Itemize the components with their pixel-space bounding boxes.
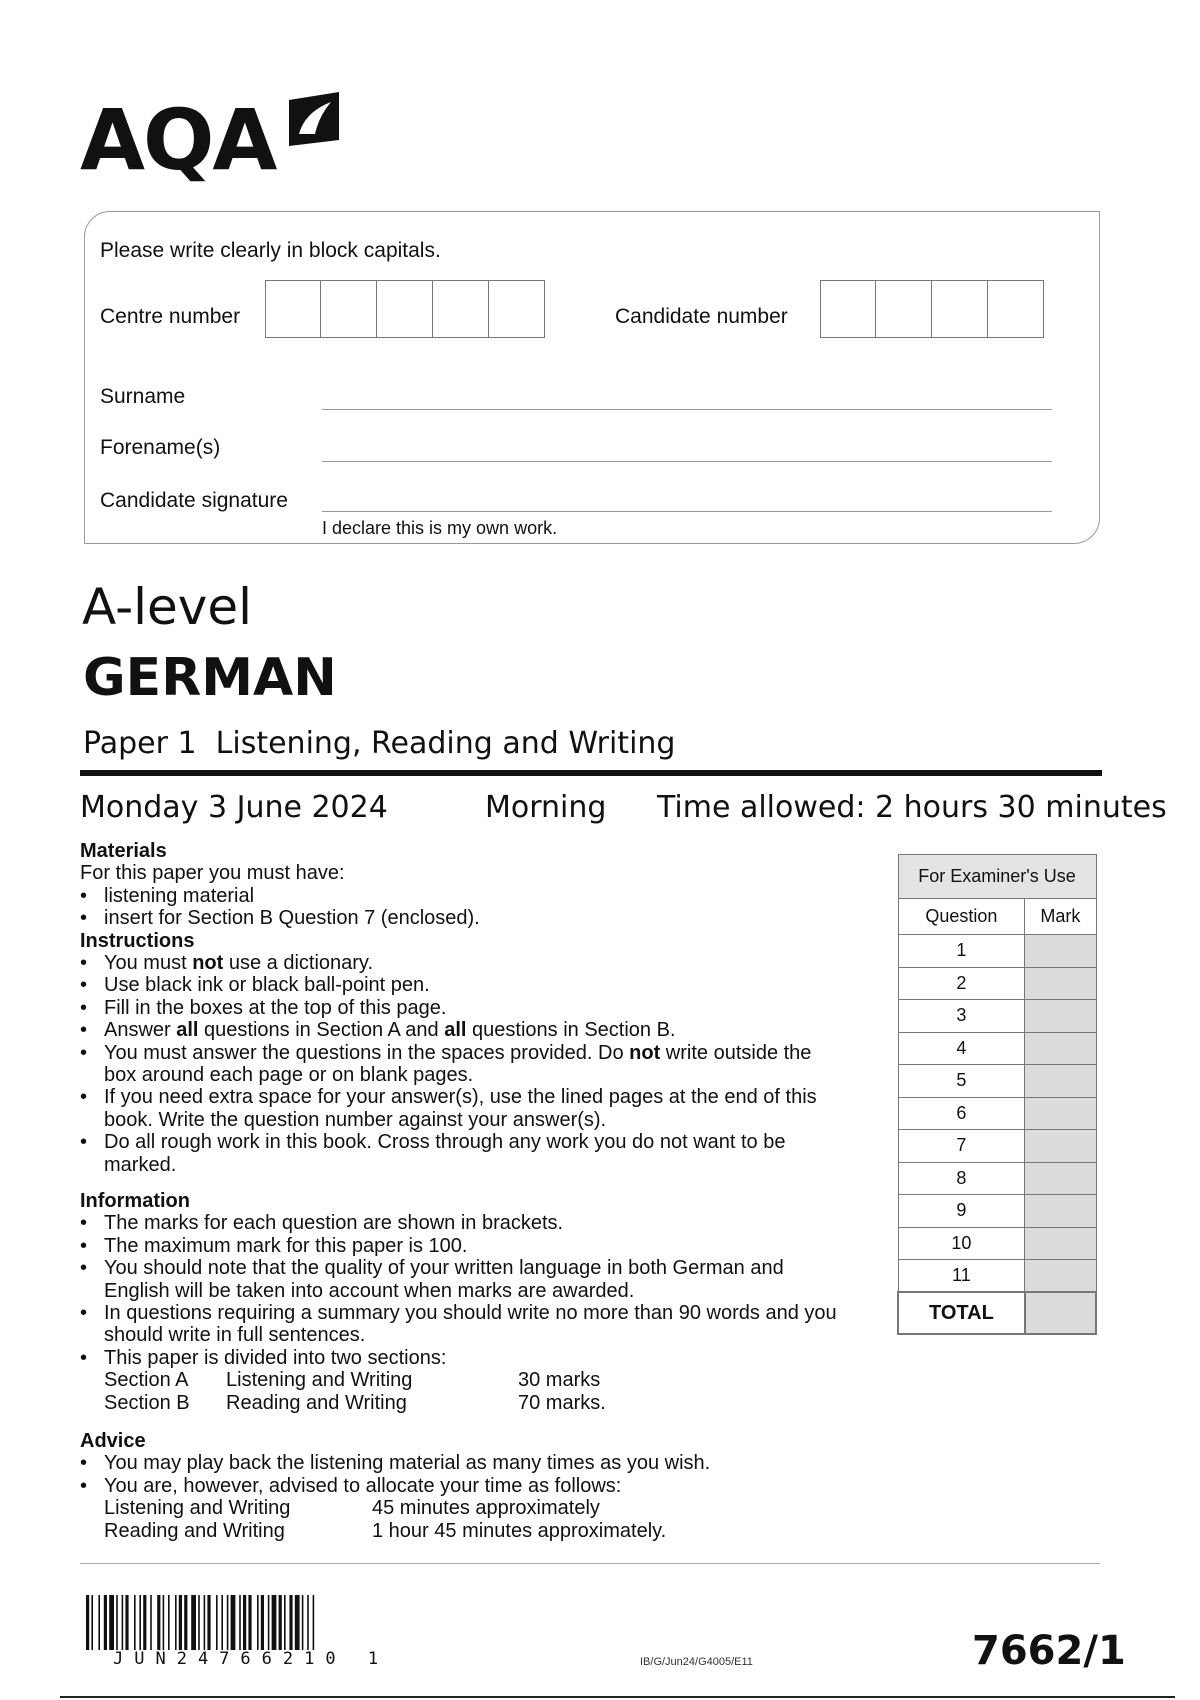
list-item: • This paper is divided into two sections: bbox=[80, 1347, 870, 1369]
question-number: 8 bbox=[898, 1162, 1025, 1195]
candidate-digit-box[interactable] bbox=[820, 280, 876, 338]
time-allowed: Time allowed: 2 hours 30 minutes bbox=[657, 790, 1167, 825]
mark-cell bbox=[1025, 1130, 1096, 1163]
list-item: • You are, however, advised to allocate your time as follows: bbox=[80, 1475, 870, 1497]
materials-instructions-block bbox=[80, 840, 850, 1176]
table-row bbox=[898, 1000, 1096, 1033]
surname-field[interactable] bbox=[322, 409, 1052, 410]
barcode-digits: JUN24766210 1 bbox=[113, 1649, 390, 1669]
information-block bbox=[80, 1190, 870, 1414]
centre-digit-box[interactable] bbox=[377, 280, 433, 338]
list-item: • insert for Section B Question 7 (enclosed). bbox=[80, 907, 850, 929]
table-row bbox=[898, 1130, 1096, 1163]
list-item: • Answer all questions in Section A and all questions in Section B. bbox=[80, 1019, 850, 1041]
table-row bbox=[898, 1162, 1096, 1195]
forenames-field[interactable] bbox=[322, 461, 1052, 462]
table-row bbox=[898, 1065, 1096, 1098]
list-item: • You must answer the questions in the spaces provided. Do not write outside the box around each page or on blank pages. bbox=[80, 1042, 824, 1087]
list-item: • The maximum mark for this paper is 100. bbox=[80, 1235, 870, 1257]
mark-cell bbox=[1025, 1162, 1096, 1195]
section-row: Section A Listening and Writing 30 marks bbox=[104, 1369, 601, 1392]
surname-label: Surname bbox=[100, 385, 186, 408]
list-item: • Use black ink or black ball-point pen. bbox=[80, 974, 850, 996]
candidate-digit-box[interactable] bbox=[932, 280, 988, 338]
list-item: • In questions requiring a summary you should write no more than 90 words and you should write in full sentences. bbox=[80, 1302, 844, 1347]
question-number: 11 bbox=[898, 1260, 1025, 1293]
list-item: • The marks for each question are shown in brackets. bbox=[80, 1212, 870, 1234]
centre-digit-box[interactable] bbox=[265, 280, 321, 338]
allocation-row: Reading and Writing 1 hour 45 minutes approximately. bbox=[104, 1519, 667, 1542]
subject-title: GERMAN bbox=[83, 648, 337, 708]
mark-cell bbox=[1025, 1227, 1096, 1260]
list-item: • If you need extra space for your answer(s), use the lined pages at the end of this book. Write the question number against your answer(s). bbox=[80, 1086, 824, 1131]
question-column-header: Question bbox=[898, 899, 1025, 935]
table-row bbox=[898, 1032, 1096, 1065]
centre-digit-box[interactable] bbox=[433, 280, 489, 338]
question-number: 1 bbox=[898, 935, 1025, 968]
centre-number-field[interactable] bbox=[265, 280, 545, 338]
barcode-icon bbox=[86, 1595, 471, 1650]
question-number: 9 bbox=[898, 1195, 1025, 1228]
declaration-text: I declare this is my own work. bbox=[322, 518, 558, 538]
list-item: • listening material bbox=[80, 885, 850, 907]
materials-heading: Materials bbox=[80, 840, 167, 862]
centre-digit-box[interactable] bbox=[489, 280, 545, 338]
list-item: • You may play back the listening material as many times as you wish. bbox=[80, 1452, 870, 1474]
paper-title: Paper 1 Listening, Reading and Writing bbox=[83, 726, 676, 761]
allocation-row: Listening and Writing 45 minutes approximately bbox=[104, 1497, 600, 1520]
list-item: • You should note that the quality of your written language in both German and English will be taken into account when marks are awarded. bbox=[80, 1257, 844, 1302]
table-row bbox=[898, 1227, 1096, 1260]
paper-code: 7662/1 bbox=[972, 1628, 1126, 1674]
question-number: 6 bbox=[898, 1097, 1025, 1130]
mark-column-header: Mark bbox=[1025, 899, 1096, 935]
aqa-logo-mark-icon bbox=[285, 90, 343, 148]
mark-cell bbox=[1025, 1195, 1096, 1228]
instructions-heading: Instructions bbox=[80, 929, 195, 952]
instructions-list bbox=[80, 952, 850, 1176]
block-capitals-instruction: Please write clearly in block capitals. bbox=[100, 239, 441, 262]
advice-list bbox=[80, 1452, 870, 1497]
information-list bbox=[80, 1212, 870, 1369]
candidate-number-field[interactable] bbox=[820, 280, 1044, 338]
candidate-digit-box[interactable] bbox=[988, 280, 1044, 338]
candidate-digit-box[interactable] bbox=[876, 280, 932, 338]
mark-cell bbox=[1025, 1097, 1096, 1130]
materials-intro: For this paper you must have: bbox=[80, 862, 345, 885]
mark-cell bbox=[1025, 1032, 1096, 1065]
materials-list bbox=[80, 885, 850, 930]
total-label: TOTAL bbox=[898, 1292, 1025, 1334]
section-row: Section B Reading and Writing 70 marks. bbox=[104, 1391, 606, 1414]
page-bottom-line bbox=[60, 1696, 1175, 1698]
forenames-label: Forename(s) bbox=[100, 436, 221, 459]
candidate-number-label: Candidate number bbox=[615, 305, 788, 328]
qualification-level: A-level bbox=[82, 578, 253, 636]
examiner-use-table bbox=[897, 854, 1097, 1335]
table-row bbox=[898, 967, 1096, 1000]
question-number: 7 bbox=[898, 1130, 1025, 1163]
signature-label: Candidate signature bbox=[100, 489, 288, 512]
signature-field[interactable] bbox=[322, 511, 1052, 512]
mark-cell bbox=[1025, 967, 1096, 1000]
question-number: 5 bbox=[898, 1065, 1025, 1098]
table-row bbox=[898, 1292, 1096, 1334]
advice-heading: Advice bbox=[80, 1430, 146, 1452]
mark-cell bbox=[1025, 1000, 1096, 1033]
question-number: 3 bbox=[898, 1000, 1025, 1033]
mark-cell bbox=[1025, 935, 1096, 968]
list-item: • Fill in the boxes at the top of this page. bbox=[80, 997, 850, 1019]
advice-block bbox=[80, 1430, 870, 1542]
footer-divider bbox=[80, 1563, 1100, 1564]
examiner-use-title: For Examiner's Use bbox=[898, 855, 1096, 899]
exam-session: Morning bbox=[485, 790, 607, 825]
mark-cell bbox=[1025, 1260, 1096, 1293]
list-item: • You must not use a dictionary. bbox=[80, 952, 850, 974]
table-row bbox=[898, 1097, 1096, 1130]
centre-digit-box[interactable] bbox=[321, 280, 377, 338]
exam-date: Monday 3 June 2024 bbox=[80, 790, 388, 825]
question-number: 4 bbox=[898, 1032, 1025, 1065]
reference-code: IB/G/Jun24/G4005/E11 bbox=[640, 1656, 753, 1668]
table-row bbox=[898, 1195, 1096, 1228]
mark-cell bbox=[1025, 1065, 1096, 1098]
table-row bbox=[898, 1260, 1096, 1293]
information-heading: Information bbox=[80, 1190, 190, 1212]
title-divider bbox=[80, 770, 1102, 776]
aqa-logo: AQA bbox=[80, 91, 276, 189]
list-item: • Do all rough work in this book. Cross through any work you do not want to be marked. bbox=[80, 1131, 824, 1176]
question-number: 10 bbox=[898, 1227, 1025, 1260]
centre-number-label: Centre number bbox=[100, 305, 241, 328]
total-mark-cell bbox=[1025, 1292, 1096, 1334]
table-row bbox=[898, 935, 1096, 968]
question-number: 2 bbox=[898, 967, 1025, 1000]
